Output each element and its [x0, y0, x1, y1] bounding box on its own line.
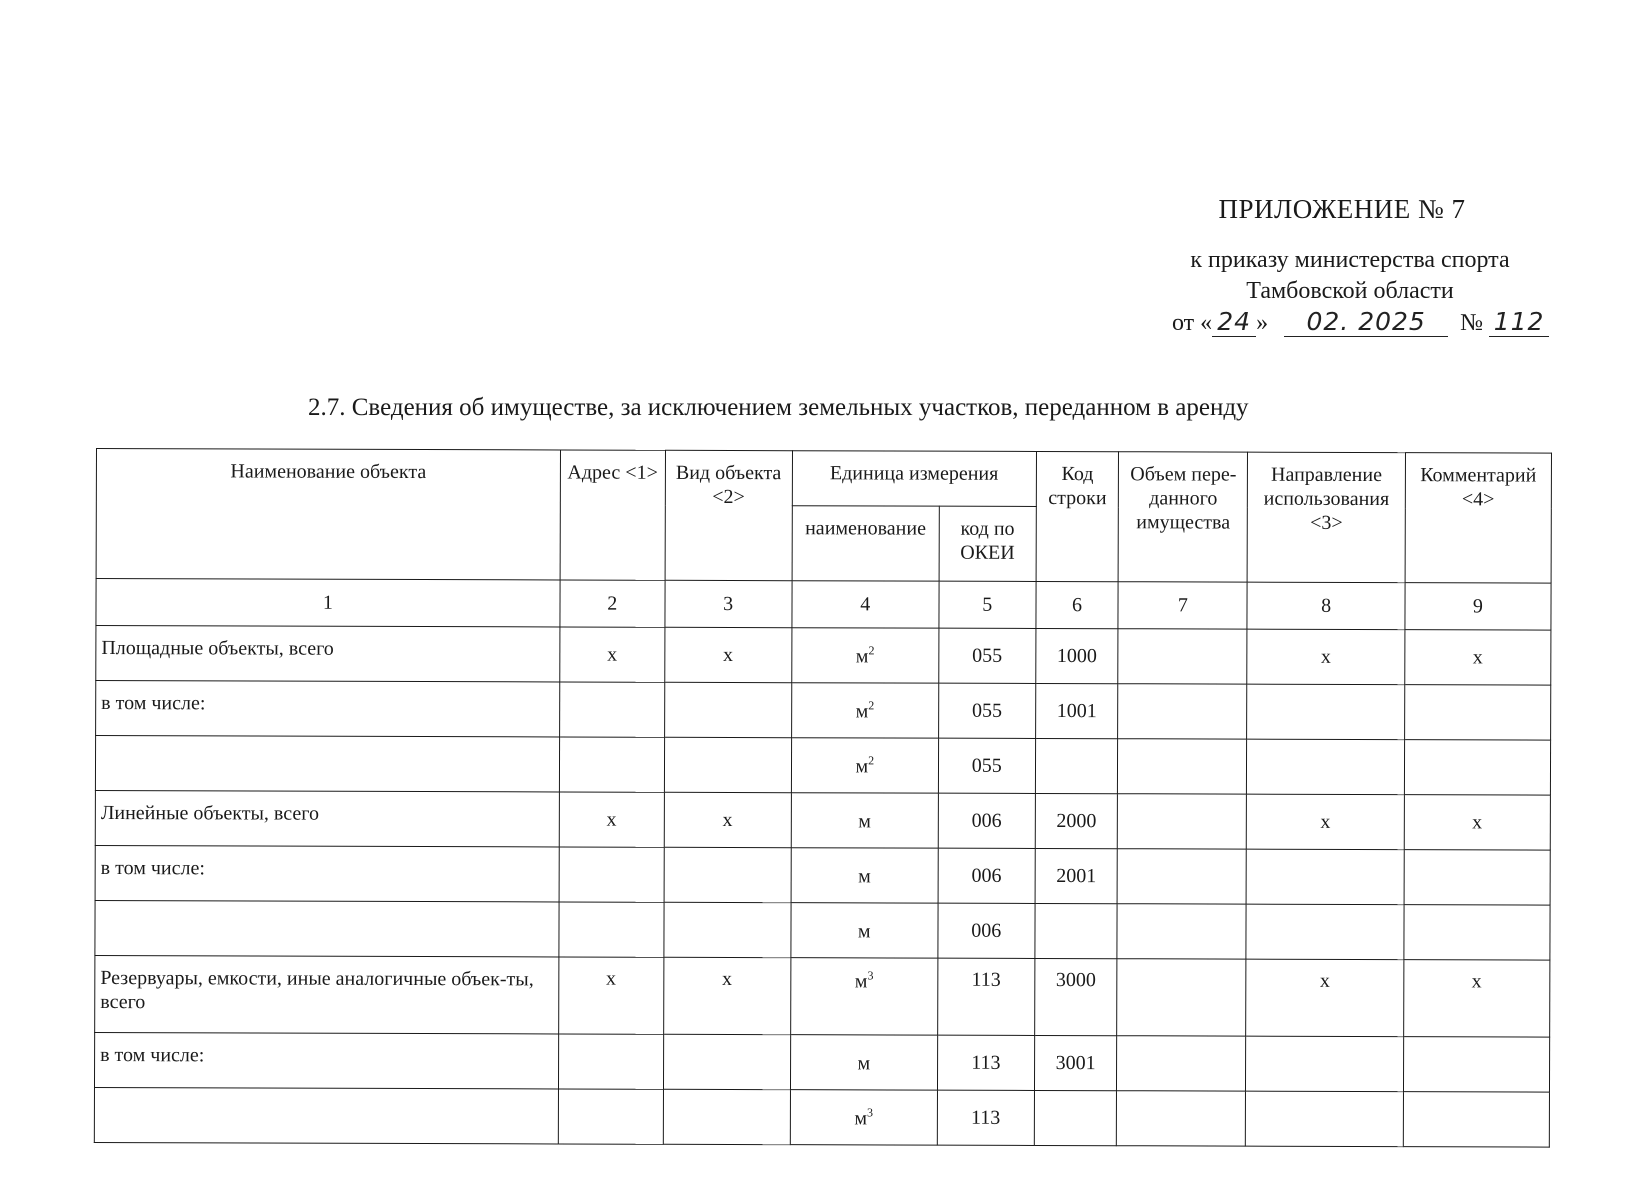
cell-address — [559, 847, 664, 902]
cell-object-name: в том числе: — [95, 845, 559, 901]
cell-comment — [1404, 905, 1550, 960]
cell-okei-code: 113 — [938, 958, 1035, 1035]
table-row — [95, 845, 1550, 905]
cell-unit-name — [791, 793, 938, 848]
cell-direction — [1247, 849, 1404, 904]
table-row — [96, 681, 1551, 741]
cell-object-name: в том числе: — [96, 681, 560, 737]
cell-address — [559, 737, 664, 792]
cell-address — [559, 902, 664, 957]
number-prefix: № — [1460, 310, 1484, 336]
unit-symbol: м — [855, 699, 869, 722]
cell-comment — [1404, 685, 1550, 740]
cell-okei-code: 113 — [937, 1090, 1034, 1145]
table-row — [96, 626, 1551, 686]
cell-unit-name — [790, 1035, 937, 1090]
column-number: 8 — [1247, 582, 1404, 629]
cell-object-name: Площадные объекты, всего — [96, 626, 560, 682]
cell-direction — [1247, 684, 1404, 739]
cell-row-code: 1001 — [1035, 683, 1118, 738]
cell-row-code: 2000 — [1035, 793, 1118, 848]
cell-row-code: 2001 — [1035, 848, 1118, 903]
column-number: 9 — [1405, 583, 1551, 630]
handwritten-month-year: 02. 2025 — [1284, 308, 1448, 337]
cell-object-name: Линейные объекты, всего — [95, 790, 559, 846]
table-row — [95, 736, 1550, 796]
cell-object-type — [663, 1034, 790, 1089]
table-row — [94, 1087, 1549, 1147]
order-reference-line-2: Тамбовской области — [1246, 278, 1454, 304]
header-row-code: Код строки — [1036, 451, 1119, 581]
cell-volume — [1118, 739, 1247, 794]
unit-symbol: м — [857, 1051, 871, 1074]
header-object-type: Вид объекта <2> — [665, 450, 792, 580]
property-lease-table — [94, 448, 1552, 1148]
table-row — [94, 1032, 1549, 1092]
column-number: 7 — [1118, 582, 1247, 629]
unit-symbol: м — [858, 809, 871, 832]
cell-row-code — [1034, 1090, 1117, 1145]
cell-direction — [1247, 739, 1404, 794]
handwritten-order-number: 112 — [1489, 308, 1549, 337]
cell-unit-name — [791, 848, 938, 903]
cell-unit-name — [790, 958, 937, 1035]
cell-object-type — [664, 847, 791, 902]
cell-object-name — [95, 900, 559, 956]
cell-comment: х — [1404, 795, 1550, 850]
header-direction: Направление использования <3> — [1248, 452, 1406, 582]
unit-exponent: 2 — [868, 642, 875, 657]
cell-row-code — [1035, 738, 1118, 793]
handwritten-day: 24 — [1212, 308, 1256, 337]
appendix-title: ПРИЛОЖЕНИЕ № 7 — [1218, 194, 1466, 224]
column-number: 5 — [939, 581, 1036, 628]
header-okei-code: код по ОКЕИ — [939, 506, 1036, 581]
cell-row-code: 3000 — [1034, 958, 1117, 1035]
header-comment: Комментарий <4> — [1405, 453, 1552, 583]
unit-exponent: 2 — [868, 752, 875, 767]
cell-volume — [1117, 904, 1246, 959]
cell-comment: х — [1403, 960, 1550, 1037]
cell-address — [559, 682, 664, 737]
cell-okei-code: 006 — [938, 848, 1035, 903]
unit-exponent: 3 — [867, 968, 874, 983]
unit-symbol: м — [857, 919, 871, 942]
cell-object-name — [94, 1087, 558, 1143]
cell-direction: х — [1246, 959, 1404, 1036]
unit-symbol: м — [854, 970, 868, 993]
unit-exponent: 2 — [868, 697, 875, 712]
cell-address — [558, 1034, 663, 1089]
cell-object-name: Резервуары, емкости, иные аналогичные объек-ты, всего — [95, 955, 559, 1033]
cell-unit-name — [791, 683, 938, 738]
cell-comment — [1403, 1037, 1549, 1092]
cell-volume — [1117, 1036, 1246, 1091]
date-mid: » — [1256, 310, 1269, 336]
date-prefix: от « — [1172, 310, 1213, 336]
cell-object-type — [664, 682, 791, 737]
cell-address — [558, 1089, 663, 1144]
cell-unit-name — [791, 738, 938, 793]
cell-okei-code: 006 — [938, 903, 1035, 958]
cell-comment — [1403, 1092, 1549, 1147]
header-unit: Единица измерения — [792, 451, 1036, 507]
cell-direction — [1246, 1091, 1403, 1146]
header-unit-name: наименование — [792, 506, 939, 581]
unit-exponent: 3 — [867, 1104, 874, 1119]
column-number: 6 — [1036, 581, 1119, 628]
unit-symbol: м — [855, 644, 869, 667]
table-row — [95, 900, 1550, 960]
cell-direction: х — [1247, 629, 1404, 684]
cell-comment — [1404, 850, 1550, 905]
cell-volume — [1117, 1091, 1246, 1146]
cell-unit-name — [791, 903, 938, 958]
cell-object-type — [664, 902, 791, 957]
column-number: 3 — [665, 580, 792, 627]
cell-direction — [1246, 1036, 1403, 1091]
section-title: 2.7. Сведения об имуществе, за исключением земельных участков, переданном в аренду — [308, 394, 1249, 421]
table-row — [95, 790, 1550, 850]
cell-volume — [1118, 794, 1247, 849]
cell-okei-code: 055 — [938, 738, 1035, 793]
cell-object-type — [664, 737, 791, 792]
cell-row-code — [1035, 903, 1118, 958]
cell-volume — [1118, 629, 1247, 684]
cell-unit-name — [790, 1090, 937, 1145]
table-row — [95, 955, 1550, 1037]
header-volume: Объем пере-данного имущества — [1118, 452, 1247, 582]
cell-object-name — [95, 736, 559, 792]
cell-address: х — [559, 792, 664, 847]
column-number: 4 — [792, 581, 939, 628]
cell-okei-code: 006 — [938, 793, 1035, 848]
cell-comment: х — [1404, 630, 1550, 685]
cell-volume — [1117, 959, 1246, 1036]
cell-okei-code: 055 — [939, 628, 1036, 683]
cell-object-type: х — [664, 627, 791, 682]
column-number: 2 — [560, 580, 665, 627]
order-date-line — [1172, 308, 1549, 337]
cell-row-code: 3001 — [1034, 1035, 1117, 1090]
cell-okei-code: 055 — [938, 683, 1035, 738]
cell-object-type: х — [664, 792, 791, 847]
cell-row-code: 1000 — [1035, 628, 1118, 683]
unit-symbol: м — [854, 1106, 868, 1129]
cell-volume — [1118, 684, 1247, 739]
cell-address: х — [560, 627, 665, 682]
cell-direction — [1246, 904, 1403, 959]
order-reference-line-1: к приказу министерства спорта — [1190, 247, 1510, 273]
unit-symbol: м — [855, 754, 869, 777]
cell-object-type — [663, 1089, 790, 1144]
column-number: 1 — [96, 579, 560, 627]
cell-okei-code: 113 — [937, 1035, 1034, 1090]
cell-direction: х — [1247, 794, 1404, 849]
header-object-name: Наименование объекта — [96, 449, 560, 580]
cell-unit-name — [791, 628, 938, 683]
cell-object-type: х — [663, 957, 790, 1034]
column-number-row — [96, 579, 1551, 631]
cell-object-name: в том числе: — [94, 1032, 558, 1088]
header-address: Адрес <1> — [560, 450, 665, 580]
appendix-header — [1140, 194, 1560, 307]
cell-volume — [1117, 849, 1246, 904]
cell-address: х — [558, 957, 663, 1034]
cell-comment — [1404, 740, 1550, 795]
unit-symbol: м — [858, 864, 871, 887]
